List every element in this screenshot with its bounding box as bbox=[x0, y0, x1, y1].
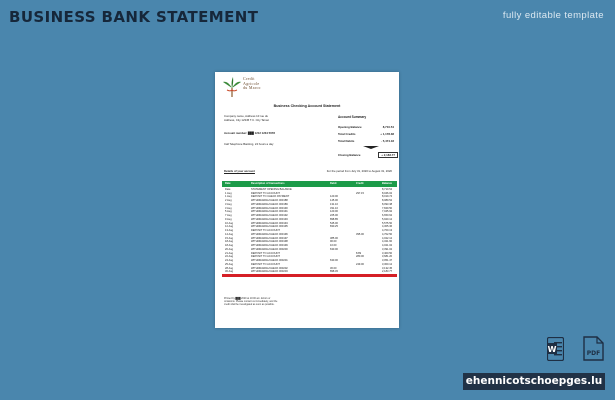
summary-value: 8,710.54 bbox=[382, 125, 394, 129]
cell-date: 14 Aug bbox=[225, 232, 234, 236]
cell-date: 18 Aug bbox=[225, 240, 234, 244]
cell-balance: 8,710.54 bbox=[382, 187, 393, 191]
cell-date: 3 Aug bbox=[225, 206, 232, 210]
pointer-arrow-icon bbox=[363, 146, 379, 149]
cell-description: WITHDRAWAL/CHECK 000199 bbox=[251, 244, 288, 248]
cell-balance: 8,093.38 bbox=[382, 202, 393, 206]
cell-date: 21 Aug bbox=[225, 251, 234, 255]
summary-label: Opening Balance bbox=[338, 125, 362, 129]
closing-value: + 2,183.77 bbox=[378, 152, 398, 158]
cell-balance: 4,021.02 bbox=[382, 244, 393, 248]
summary-value: + 1,178.38 bbox=[380, 132, 394, 136]
note-line: credit shall be investigated as soon as possible. bbox=[224, 303, 275, 307]
cell-balance: 8,089.52 bbox=[382, 199, 393, 203]
cell-description: WITHDRAWAL/CHECK 000189 bbox=[251, 202, 288, 206]
details-label: Details of your account bbox=[224, 169, 255, 173]
cell-debit: 630.00 bbox=[330, 247, 338, 251]
cell-debit: 385.00 bbox=[330, 236, 338, 240]
cell-date: 22 Aug bbox=[225, 255, 234, 259]
page-title: BUSINESS BANK STATEMENT bbox=[9, 8, 259, 26]
cell-date: 9 Aug bbox=[225, 217, 232, 221]
header-debit: Debit bbox=[330, 181, 337, 185]
account-summary bbox=[338, 115, 394, 143]
closing-balance bbox=[338, 152, 398, 158]
cell-description: DEPOSIT TO ACCOUNT bbox=[251, 262, 280, 266]
cell-date: 18 Aug bbox=[225, 244, 234, 248]
cell-balance: 5,575.50 bbox=[382, 221, 393, 225]
note-line: Printed by ███ 2020 at 10:00 am. Errors or bbox=[224, 297, 271, 300]
cell-debit: 898.85 bbox=[330, 217, 338, 221]
cell-balance: 8,019.74 bbox=[382, 195, 393, 199]
cell-debit: 545.00 bbox=[330, 221, 338, 225]
cell-credit: 249.00 bbox=[356, 262, 364, 266]
account-number: Account number: ███ 1212 1234 5678 bbox=[224, 131, 275, 135]
cell-debit: 120.00 bbox=[330, 210, 338, 214]
statement-title: Business Checking Account Statement bbox=[273, 104, 341, 108]
table-footer-bar bbox=[222, 274, 397, 277]
cell-debit: 10.00 bbox=[330, 244, 337, 248]
customer-line: Address, City 12345 T.C. City Tarnet bbox=[224, 117, 269, 122]
cell-balance: 4,700.13 bbox=[382, 229, 393, 233]
cell-description: WITHDRAWAL/CHECK 000197 bbox=[251, 236, 288, 240]
cell-description: WITHDRAWAL/CHECK 000203 bbox=[251, 270, 288, 274]
cell-date: 13 Aug bbox=[225, 229, 234, 233]
cell-balance: 6,650.62 bbox=[382, 214, 393, 218]
summary-row bbox=[338, 125, 394, 129]
cell-date: 2 Aug bbox=[225, 199, 232, 203]
cell-date: 10 Aug bbox=[225, 221, 234, 225]
cell-description: WITHDRAWAL/CHECK 000195 bbox=[251, 225, 288, 229]
cell-balance: 2,183.77 bbox=[382, 270, 393, 274]
cell-date: Date bbox=[225, 187, 231, 191]
cell-balance: 4,702.50 bbox=[382, 232, 393, 236]
cell-description: DEPOSIT TO ACCOUNT bbox=[251, 191, 280, 195]
cell-balance: 3,300.12 bbox=[382, 262, 393, 266]
summary-row bbox=[338, 139, 394, 143]
note-line: omissions. Please contact us immediately, and the bbox=[224, 300, 278, 304]
cell-balance: 5,920.12 bbox=[382, 217, 393, 221]
cell-description: WITHDRAWAL/CHECK 000188 bbox=[251, 199, 288, 203]
cell-credit: 297.15 bbox=[356, 191, 364, 195]
cell-date: 7 Aug bbox=[225, 214, 232, 218]
cell-description: WITHDRAWAL/CHECK 000192 bbox=[251, 214, 288, 218]
cell-credit: 8.89 bbox=[356, 251, 362, 255]
cell-description: STATEMENT OPENING BALANCE bbox=[251, 187, 292, 191]
cell-balance: 4,022.12 bbox=[382, 236, 393, 240]
bank-name-line: du Maroc bbox=[243, 85, 261, 91]
cell-description: WITHDRAWAL/CHECK 000194 bbox=[251, 221, 288, 225]
cell-date: 30 Aug bbox=[225, 270, 234, 274]
cell-description: DEPOSIT TO CHECK PAYMENT bbox=[251, 195, 290, 199]
cell-balance: 7,849.50 bbox=[382, 206, 393, 210]
bank-name-line: Credit bbox=[243, 76, 255, 81]
cell-balance: 3,400.50 bbox=[382, 251, 393, 255]
cell-debit: 90.00 bbox=[330, 240, 337, 244]
header-balance: Balance bbox=[382, 181, 392, 185]
cell-balance: 3,391.02 bbox=[382, 247, 393, 251]
telephone-banking-note: Call Telephone Banking, 24 hours a day bbox=[224, 142, 274, 146]
cell-description: WITHDRAWAL/CHECK 000193 bbox=[251, 217, 288, 221]
cell-description: WITHDRAWAL/CHECK 000201 bbox=[251, 259, 288, 263]
svg-text:PDF: PDF bbox=[586, 350, 601, 357]
statement-notes bbox=[224, 297, 304, 307]
cell-debit: 30.00 bbox=[330, 266, 337, 270]
word-file-icon[interactable] bbox=[547, 337, 564, 361]
cell-date: 28 Aug bbox=[225, 266, 234, 270]
header-date: Date bbox=[225, 181, 231, 185]
details-header bbox=[224, 169, 392, 173]
customer-line: Company name, Address 10 rue du bbox=[224, 114, 268, 118]
table-row bbox=[222, 270, 397, 274]
cell-description: DEPOSIT TO ACCOUNT bbox=[251, 229, 280, 233]
cell-description: DEPOSIT TO ACCOUNT bbox=[251, 251, 280, 255]
cell-balance: 7,045.92 bbox=[382, 210, 393, 214]
cell-balance: 4,305.36 bbox=[382, 225, 393, 229]
transactions-table bbox=[222, 181, 397, 277]
cell-balance: 3,051.47 bbox=[382, 259, 393, 263]
statement-document bbox=[215, 72, 399, 328]
cell-balance: 3,132.45 bbox=[382, 266, 393, 270]
summary-row bbox=[338, 132, 394, 136]
cell-description: WITHDRAWAL/CHECK 000200 bbox=[251, 247, 288, 251]
customer-address bbox=[224, 115, 304, 122]
pdf-file-icon[interactable] bbox=[583, 336, 604, 361]
header-credit: Credit bbox=[356, 181, 364, 185]
cell-description: WITHDRAWAL/CHECK 000198 bbox=[251, 240, 288, 244]
summary-heading: Account Summary bbox=[338, 115, 367, 119]
cell-date: 1 Aug bbox=[225, 195, 232, 199]
summary-label: Total Credits bbox=[338, 132, 356, 136]
tagline: fully editable template bbox=[502, 10, 604, 21]
table-body bbox=[222, 187, 397, 273]
cell-date: 25 Aug bbox=[225, 262, 234, 266]
cell-date: 15 Aug bbox=[225, 236, 234, 240]
cell-description: WITHDRAWAL/CHECK 000190 bbox=[251, 206, 288, 210]
cell-description: WITHDRAWAL/CHECK 000191 bbox=[251, 210, 288, 214]
closing-label: Closing Balance bbox=[338, 153, 361, 157]
statement-period: For the period from July 31, 2020 to August 31, 2020 bbox=[326, 169, 392, 173]
cell-date: 5 Aug bbox=[225, 210, 232, 214]
cell-date: 1 Aug bbox=[225, 191, 232, 195]
summary-value: - 5,474.18 bbox=[380, 139, 394, 143]
header-description: Description of transactions bbox=[251, 181, 285, 185]
svg-text:W: W bbox=[547, 345, 557, 354]
cell-description: WITHDRAWAL/CHECK 000196 bbox=[251, 232, 288, 236]
bank-name-line: Agricole bbox=[243, 80, 260, 86]
cell-credit: 395.00 bbox=[356, 232, 364, 236]
cell-debit: 145.00 bbox=[330, 199, 338, 203]
cell-debit: 898.45 bbox=[330, 270, 338, 274]
cell-description: WITHDRAWAL/CHECK 000202 bbox=[251, 266, 288, 270]
cell-balance: 4,321.60 bbox=[382, 240, 393, 244]
bank-logo-icon bbox=[223, 77, 241, 97]
cell-date: 24 Aug bbox=[225, 259, 234, 263]
summary-label: Total Debits bbox=[338, 139, 355, 143]
cell-debit: 120.00 bbox=[330, 195, 338, 199]
cell-date: 12 Aug bbox=[225, 225, 234, 229]
cell-date: 20 Aug bbox=[225, 247, 234, 251]
cell-description: DEPOSIT TO ACCOUNT bbox=[251, 255, 280, 259]
cell-balance: 8,046.02 bbox=[382, 191, 393, 195]
cell-balance: 3,681.20 bbox=[382, 255, 393, 259]
cell-debit: 830.25 bbox=[330, 225, 338, 229]
website-badge[interactable]: ehennicotschoepges.lu bbox=[463, 373, 605, 390]
bank-name bbox=[243, 77, 261, 91]
cell-credit: 280.00 bbox=[356, 255, 364, 259]
cell-debit: 225.00 bbox=[330, 214, 338, 218]
cell-date: 3 Aug bbox=[225, 202, 232, 206]
cell-debit: 331.10 bbox=[330, 206, 338, 210]
cell-debit: 630.00 bbox=[330, 259, 338, 263]
cell-debit: 131.10 bbox=[330, 202, 338, 206]
